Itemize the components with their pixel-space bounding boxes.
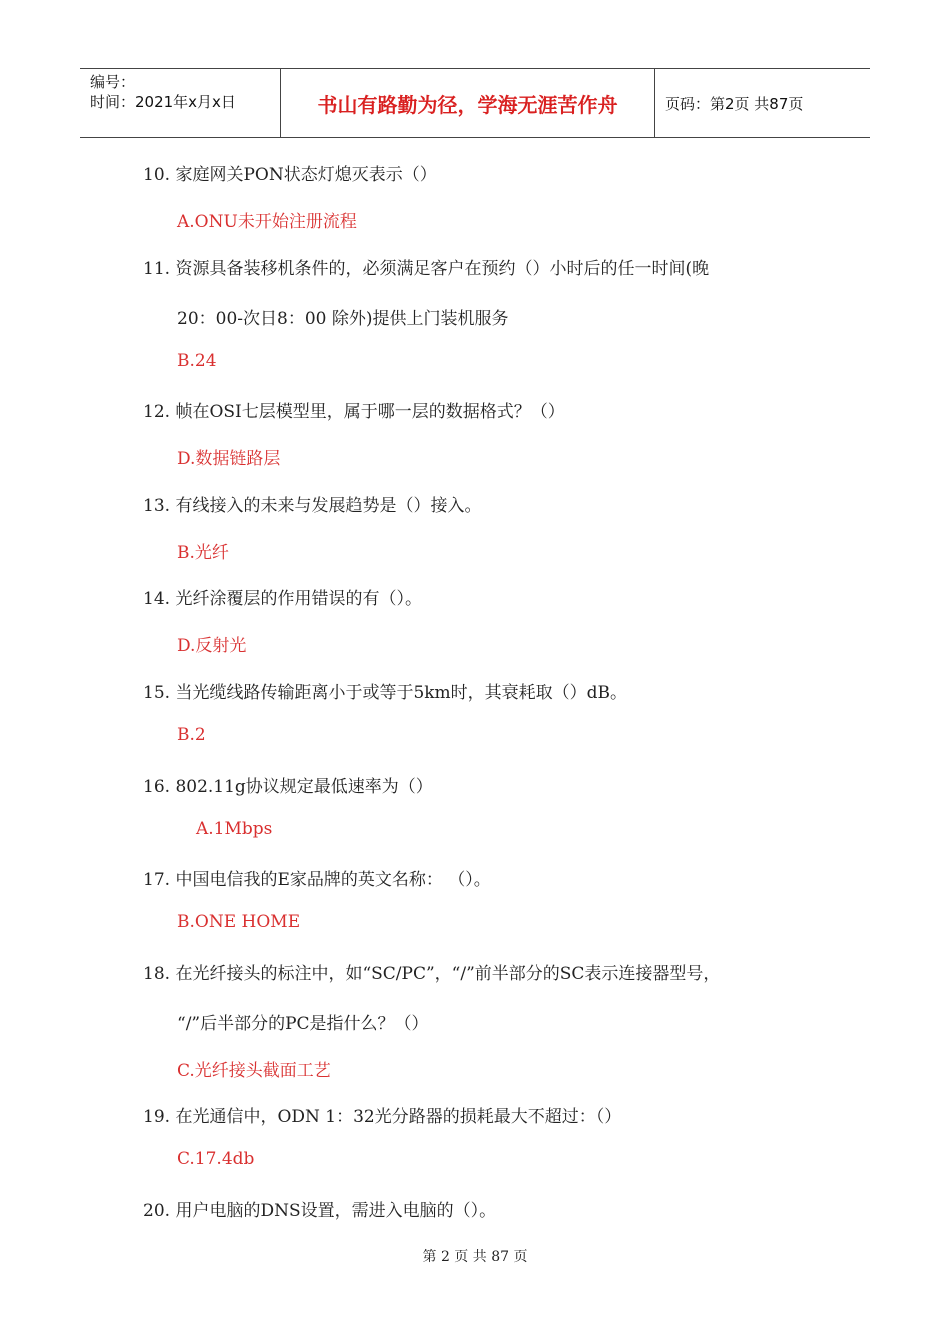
header-motto-cell — [281, 69, 655, 137]
question-18-continued: “/”后半部分的PC是指什么？（） — [177, 1014, 429, 1034]
time-label: 时间：2021年x月x日 — [90, 93, 236, 111]
answer-10: A.ONU未开始注册流程 — [177, 212, 357, 232]
answer-13: B.光纤 — [177, 543, 229, 563]
answer-17: B.ONE HOME — [177, 912, 301, 932]
answer-15: B.2 — [177, 725, 206, 745]
number-label: 编号： — [90, 73, 136, 91]
answer-16: A.1Mbps — [196, 819, 273, 839]
question-14: 14. 光纤涂覆层的作用错误的有（）。 — [143, 589, 422, 609]
page-footer: 第 2 页 共 87 页 — [422, 1249, 528, 1265]
answer-19: C.17.4db — [177, 1149, 255, 1169]
motto-text: 书山有路勤为径，学海无涯苦作舟 — [317, 93, 618, 117]
question-17: 17. 中国电信我的E家品牌的英文名称： （）。 — [143, 870, 491, 890]
answer-11: B.24 — [177, 351, 217, 371]
question-13: 13. 有线接入的未来与发展趋势是（）接入。 — [143, 496, 482, 516]
page-header — [80, 68, 870, 138]
question-11-continued: 20：00-次日8：00 除外)提供上门装机服务 — [177, 309, 509, 329]
question-19: 19. 在光通信中，ODN 1：32光分路器的损耗最大不超过：（） — [143, 1107, 622, 1127]
answer-18: C.光纤接头截面工艺 — [177, 1061, 331, 1081]
question-18: 18. 在光纤接头的标注中，如“SC/PC”，“/”前半部分的SC表示连接器型号， — [143, 964, 721, 984]
question-12: 12. 帧在OSI七层模型里，属于哪一层的数据格式？（） — [143, 402, 565, 422]
question-16: 16. 802.11g协议规定最低速率为（） — [143, 777, 433, 797]
page-info: 页码：第2页 共87页 — [665, 95, 804, 113]
header-page-cell — [655, 69, 870, 137]
answer-14: D.反射光 — [177, 636, 247, 656]
question-11: 11. 资源具备装移机条件的，必须满足客户在预约（）小时后的任一时间(晚 — [143, 259, 710, 279]
header-meta-cell — [80, 69, 281, 137]
question-15: 15. 当光缆线路传输距离小于或等于5km时，其衰耗取（）dB。 — [143, 683, 628, 703]
answer-12: D.数据链路层 — [177, 449, 281, 469]
question-10: 10. 家庭网关PON状态灯熄灭表示（） — [143, 165, 437, 185]
question-20: 20. 用户电脑的DNS设置，需进入电脑的（）。 — [143, 1201, 497, 1221]
